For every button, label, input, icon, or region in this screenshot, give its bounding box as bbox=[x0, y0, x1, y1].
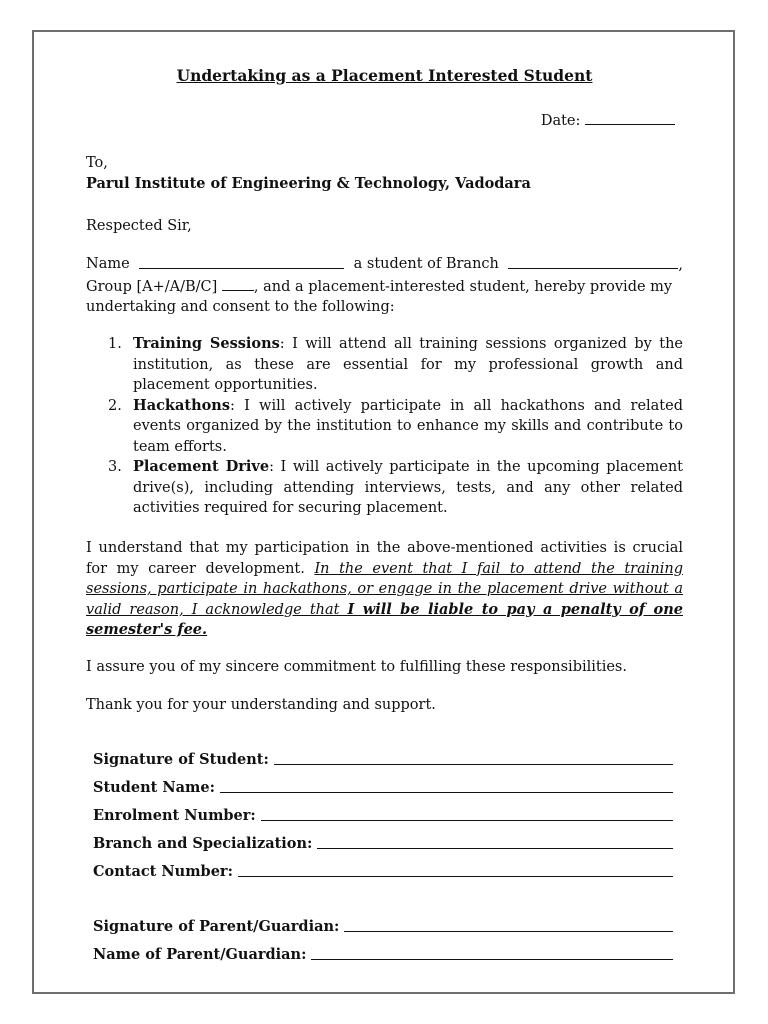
enrolment-number-field bbox=[93, 806, 673, 824]
signature-student-label: Signature of Student: bbox=[93, 751, 269, 768]
recipient-institution: Parul Institute of Engineering & Technology, Vadodara bbox=[86, 175, 531, 192]
item-heading: Placement Drive bbox=[133, 458, 270, 475]
enrolment-number-label: Enrolment Number: bbox=[93, 807, 256, 824]
signature-parent-field bbox=[93, 917, 673, 935]
list-item bbox=[86, 457, 683, 519]
branch-blank bbox=[508, 254, 678, 269]
date-blank bbox=[585, 110, 675, 125]
student-of-branch-text: a student of Branch bbox=[353, 256, 499, 272]
document-title: Undertaking as a Placement Interested Student bbox=[176, 66, 593, 85]
list-number: 3. bbox=[108, 459, 122, 475]
item-text: : I will attend all training sessions organized by the institution, as these are essential for my professional growth and placement opportunities. bbox=[133, 336, 683, 393]
intro-line-2-rest: , and a placement-interested student, hereby provide my bbox=[253, 278, 673, 295]
assurance-paragraph: I assure you of my sincere commitment to fulfilling these responsibilities. bbox=[86, 659, 627, 675]
intro-paragraph bbox=[86, 254, 683, 318]
name-parent-field bbox=[93, 945, 673, 963]
signature-parent-line[interactable] bbox=[344, 917, 673, 932]
branch-specialization-line[interactable] bbox=[317, 834, 673, 849]
student-name-label: Student Name: bbox=[93, 779, 215, 796]
student-name-field bbox=[93, 778, 673, 796]
understanding-text: I understand that my participation in the above-mentioned activities is crucial for my career development. bbox=[86, 540, 683, 577]
name-parent-label: Name of Parent/Guardian: bbox=[93, 946, 307, 963]
contact-number-label: Contact Number: bbox=[93, 863, 233, 880]
name-label: Name bbox=[86, 256, 130, 272]
date-line bbox=[541, 110, 675, 132]
list-number: 1. bbox=[108, 336, 122, 352]
group-label: Group [A+/A/B/C] bbox=[86, 278, 218, 295]
intro-line-3: undertaking and consent to the following: bbox=[86, 299, 395, 315]
intro-line-2 bbox=[86, 276, 683, 298]
date-label: Date: bbox=[540, 113, 581, 129]
signature-student-line[interactable] bbox=[274, 750, 673, 765]
item-text: : I will actively participate in the upcoming placement drive(s), including attending interviews, tests, and any other related activities required for securing placement. bbox=[133, 459, 683, 516]
signature-parent-label: Signature of Parent/Guardian: bbox=[93, 918, 340, 935]
list-item bbox=[86, 396, 683, 458]
understanding-paragraph bbox=[86, 538, 683, 641]
enrolment-number-line[interactable] bbox=[261, 806, 673, 821]
comma: , bbox=[678, 257, 683, 273]
greeting: Respected Sir, bbox=[86, 218, 192, 234]
item-heading: Hackathons bbox=[133, 396, 230, 414]
penalty-text: I will be liable to pay a penalty of one semester's fee. bbox=[86, 600, 683, 638]
item-heading: Training Sessions bbox=[133, 335, 280, 352]
condition-text: In the event that I fail to attend the training sessions, participate in hackathons, or engage in the placement drive without a valid reason, I acknowledge that bbox=[86, 560, 683, 618]
student-name-line[interactable] bbox=[220, 778, 673, 793]
item-text: : I will actively participate in all hackathons and related events organized by the institution to enhance my skills and contribute to team efforts. bbox=[133, 397, 683, 455]
name-blank bbox=[139, 254, 344, 269]
name-parent-line[interactable] bbox=[311, 945, 673, 960]
contact-number-line[interactable] bbox=[238, 862, 673, 877]
intro-line-1 bbox=[86, 254, 683, 276]
branch-specialization-label: Branch and Specialization: bbox=[93, 835, 313, 852]
branch-specialization-field bbox=[93, 834, 673, 852]
recipient-to: To, bbox=[86, 155, 108, 171]
signature-student-field bbox=[93, 750, 673, 768]
undertaking-list bbox=[86, 334, 683, 519]
list-number: 2. bbox=[108, 397, 122, 414]
thanks-paragraph: Thank you for your understanding and support. bbox=[86, 697, 436, 713]
list-item bbox=[86, 334, 683, 396]
contact-number-field bbox=[93, 862, 673, 880]
group-blank bbox=[222, 276, 254, 291]
